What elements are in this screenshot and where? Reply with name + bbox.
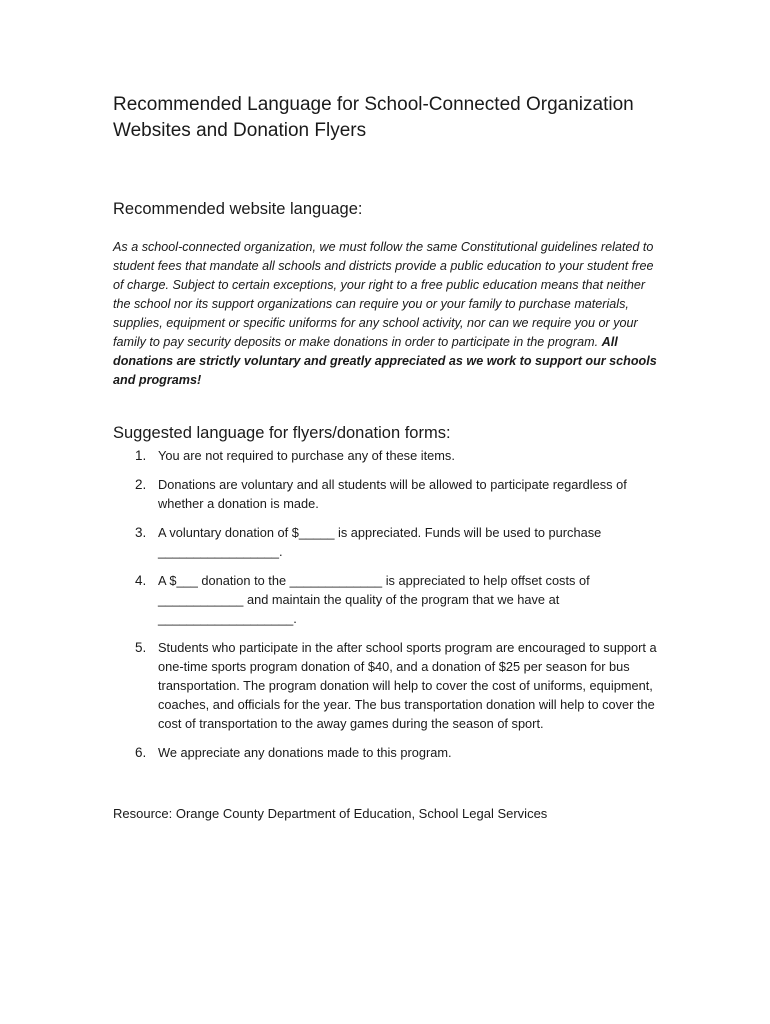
website-language-text: As a school-connected organization, we must follow the same Constitutional guidelines related to student fees that mandate all schools and districts provide a public education to your student free of charge. Subject to certain exceptions, your right to a free public education means that neither the school nor its support organizations can require you or your family to purchase materials, supplies, equipment or specific uniforms for any school activity, nor can we require you or your family to pay security deposits or make donations in order to participate in the program.	[113, 240, 654, 349]
list-item-number: 1.	[135, 448, 147, 463]
list-item-text: A $___ donation to the _____________ is appreciated to help offset costs of ____________ and maintain the quality of the program that we have at ___________________.	[158, 573, 590, 626]
list-item-number: 3.	[135, 525, 147, 540]
list-item-number: 5.	[135, 640, 147, 655]
document-title: Recommended Language for School-Connected Organization Websites and Donation Flyers	[113, 94, 634, 141]
list-item	[113, 475, 661, 513]
list-item-text: A voluntary donation of $_____ is appreciated. Funds will be used to purchase _________________.	[158, 525, 602, 559]
website-language-bold-text: All donations are strictly voluntary and greatly appreciated as we work to support our schools and programs!	[113, 335, 657, 387]
list-item-number: 6.	[135, 745, 147, 760]
document-page	[113, 92, 661, 836]
list-item	[113, 743, 661, 762]
website-language-paragraph	[113, 238, 661, 390]
list-item	[113, 571, 661, 628]
list-item-text: You are not required to purchase any of these items.	[158, 448, 455, 463]
list-item	[113, 446, 661, 465]
list-item-number: 2.	[135, 477, 147, 492]
list-item	[113, 638, 661, 733]
flyers-language-heading: Suggested language for flyers/donation forms:	[113, 424, 451, 442]
list-item-text: Donations are voluntary and all students will be allowed to participate regardless of whether a donation is made.	[158, 477, 627, 511]
website-language-heading: Recommended website language:	[113, 200, 363, 218]
resource-citation: Resource: Orange County Department of Education, School Legal Services	[113, 806, 548, 821]
suggested-language-list	[113, 446, 661, 762]
list-item-number: 4.	[135, 573, 147, 588]
list-item	[113, 523, 661, 561]
list-item-text: Students who participate in the after school sports program are encouraged to support a one-time sports program donation of $40, and a donation of $25 per season for bus transportation. The program donation will help to cover the cost of uniforms, equipment, coaches, and officials for the year. The bus transportation donation will help to cover the cost of transportation to the away games during the season of sport.	[158, 640, 657, 731]
list-item-text: We appreciate any donations made to this program.	[158, 745, 452, 760]
